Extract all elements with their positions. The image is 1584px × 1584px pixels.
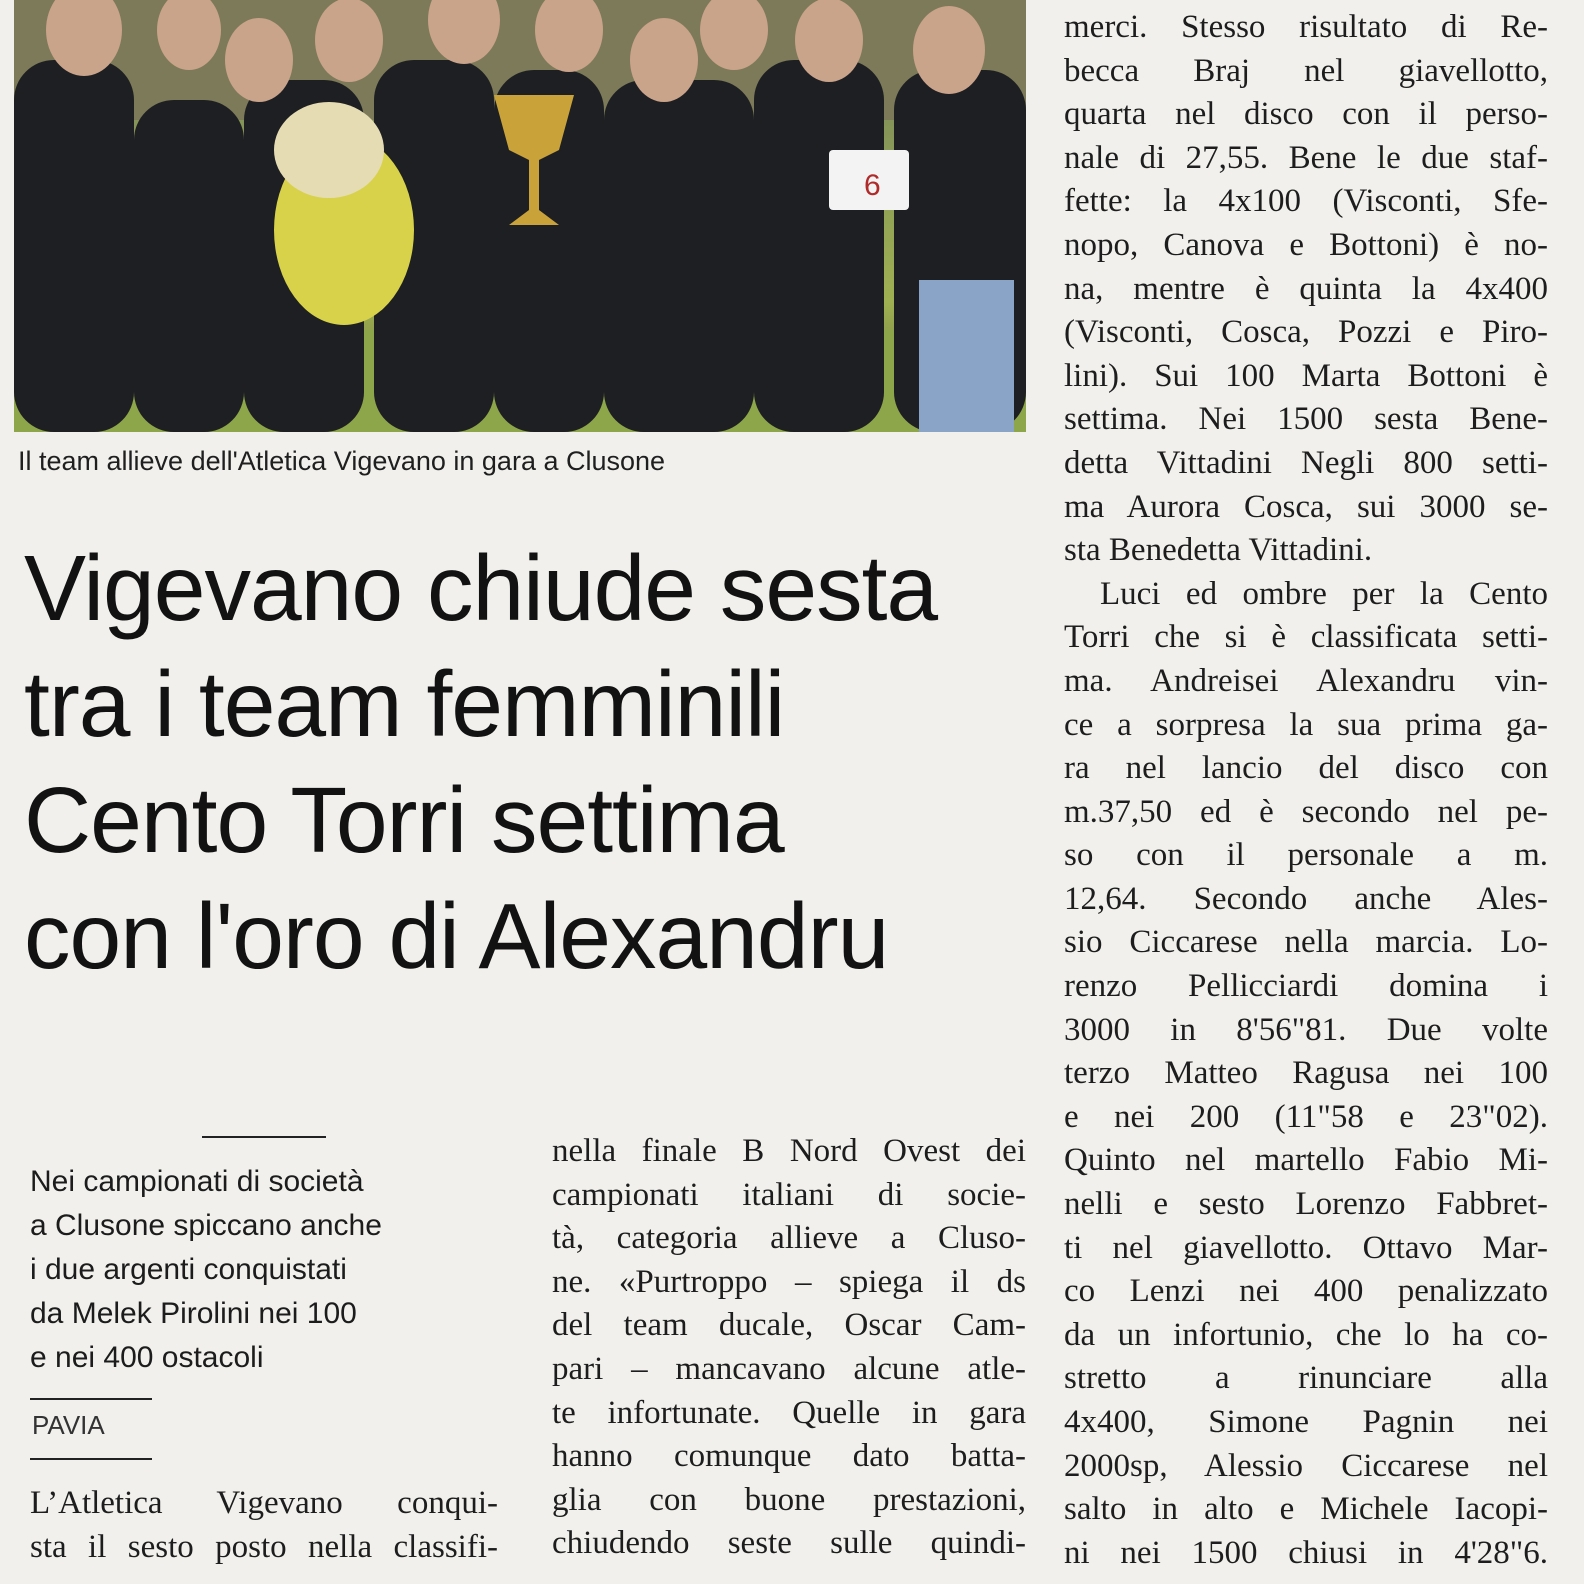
body-line: 3000 in 8'56"81. Due volte	[1064, 1011, 1548, 1048]
headline-line: Vigevano chiude sesta	[24, 536, 938, 640]
body-line: becca Braj nel giavellotto,	[1064, 52, 1548, 89]
kicker-line: e nei 400 ostacoli	[30, 1341, 264, 1374]
body-line: ti nel giavellotto. Ottavo Mar-	[1064, 1229, 1548, 1266]
kicker-line: Nei campionati di società	[30, 1165, 364, 1198]
photo-caption: Il team allieve dell'Atletica Vigevano in gara a Clusone	[18, 446, 666, 476]
headline-line: tra i team femminili	[24, 652, 785, 756]
body-line: nella finale B Nord Ovest dei	[552, 1133, 1026, 1169]
body-line: 2000sp, Alessio Ciccarese nel	[1064, 1447, 1548, 1484]
body-line: ma Aurora Cosca, sui 3000 se-	[1064, 488, 1548, 525]
body-line: hanno comunque dato batta-	[552, 1438, 1026, 1475]
team-photo	[14, 0, 1026, 432]
body-line: so con il personale a m.	[1064, 837, 1548, 874]
body-line: pari – mancavano alcune atle-	[552, 1350, 1026, 1387]
dateline-bottom-rule	[30, 1458, 152, 1460]
body-line: Luci ed ombre per la Cento	[1100, 575, 1548, 612]
body-line: salto in alto e Michele Iacopi-	[1064, 1491, 1548, 1528]
body-line: ne. «Purtroppo – spiega il ds	[552, 1263, 1026, 1300]
headline	[24, 530, 1034, 994]
body-line: del team ducale, Oscar Cam-	[552, 1307, 1026, 1344]
body-line: detta Vittadini Negli 800 setti-	[1064, 444, 1548, 481]
body-line: te infortunate. Quelle in gara	[552, 1394, 1026, 1431]
dateline-top-rule	[30, 1398, 152, 1400]
body-line: quarta nel disco con il perso-	[1064, 96, 1548, 133]
body-line: stretto a rinunciare alla	[1064, 1360, 1548, 1397]
body-line: glia con buone prestazioni,	[552, 1481, 1026, 1518]
dateline: PAVIA	[32, 1410, 105, 1440]
body-line: merci. Stesso risultato di Re-	[1064, 9, 1548, 45]
body-line: nopo, Canova e Bottoni) è no-	[1064, 226, 1548, 263]
body-column-1	[30, 1482, 498, 1569]
kicker	[30, 1160, 450, 1380]
body-line: na, mentre è quinta la 4x400	[1064, 270, 1548, 307]
body-line: settima. Nei 1500 sesta Bene-	[1064, 401, 1548, 438]
body-line: ni nei 1500 chiusi in 4'28"6.	[1064, 1534, 1548, 1571]
body-line: fette: la 4x100 (Visconti, Sfe-	[1064, 183, 1548, 220]
body-line: e nei 200 (11"58 e 23"02).	[1064, 1098, 1548, 1135]
team-photo-image	[14, 0, 1026, 432]
body-column-2	[552, 1130, 1026, 1566]
body-column-3	[1064, 6, 1548, 1575]
body-line: da un infortunio, che lo ha co-	[1064, 1316, 1548, 1353]
bib-number: 6	[864, 169, 881, 202]
body-line: chiudendo seste sulle quindi-	[552, 1525, 1026, 1562]
body-line: sta il sesto posto nella classifi-	[30, 1528, 498, 1565]
body-line: sta Benedetta Vittadini.	[1064, 532, 1373, 569]
body-line: co Lenzi nei 400 penalizzato	[1064, 1273, 1548, 1310]
body-line: campionati italiani di socie-	[552, 1176, 1026, 1213]
body-line: 4x400, Simone Pagnin nei	[1064, 1404, 1548, 1440]
body-line: ra nel lancio del disco con	[1064, 750, 1548, 787]
body-line: 12,64. Secondo anche Ales-	[1064, 880, 1548, 917]
kicker-line: a Clusone spiccano anche	[30, 1209, 382, 1242]
body-line: m.37,50 ed è secondo nel pe-	[1064, 793, 1548, 830]
body-line: nale di 27,55. Bene le due staf-	[1064, 139, 1548, 176]
kicker-top-rule	[202, 1136, 326, 1138]
kicker-line: da Melek Pirolini nei 100	[30, 1297, 357, 1330]
body-line: Quinto nel martello Fabio Mi-	[1064, 1142, 1548, 1179]
body-line: tà, categoria allieve a Cluso-	[552, 1220, 1026, 1257]
body-line: (Visconti, Cosca, Pozzi e Piro-	[1064, 314, 1548, 351]
body-line: lini). Sui 100 Marta Bottoni è	[1064, 357, 1548, 394]
body-line: terzo Matteo Ragusa nei 100	[1064, 1055, 1548, 1092]
headline-line: con l'oro di Alexandru	[24, 884, 889, 988]
body-line: ma. Andreisei Alexandru vin-	[1064, 662, 1548, 699]
kicker-line: i due argenti conquistati	[30, 1253, 347, 1286]
body-line: sio Ciccarese nella marcia. Lo-	[1064, 924, 1548, 961]
headline-line: Cento Torri settima	[24, 768, 784, 872]
body-line: renzo Pellicciardi domina i	[1064, 968, 1548, 1005]
body-line: Torri che si è classificata setti-	[1064, 619, 1548, 656]
body-line: ce a sorpresa la sua prima ga-	[1064, 706, 1548, 743]
body-line: L’Atletica Vigevano conqui-	[30, 1485, 498, 1521]
body-line: nelli e sesto Lorenzo Fabbret-	[1064, 1186, 1548, 1223]
